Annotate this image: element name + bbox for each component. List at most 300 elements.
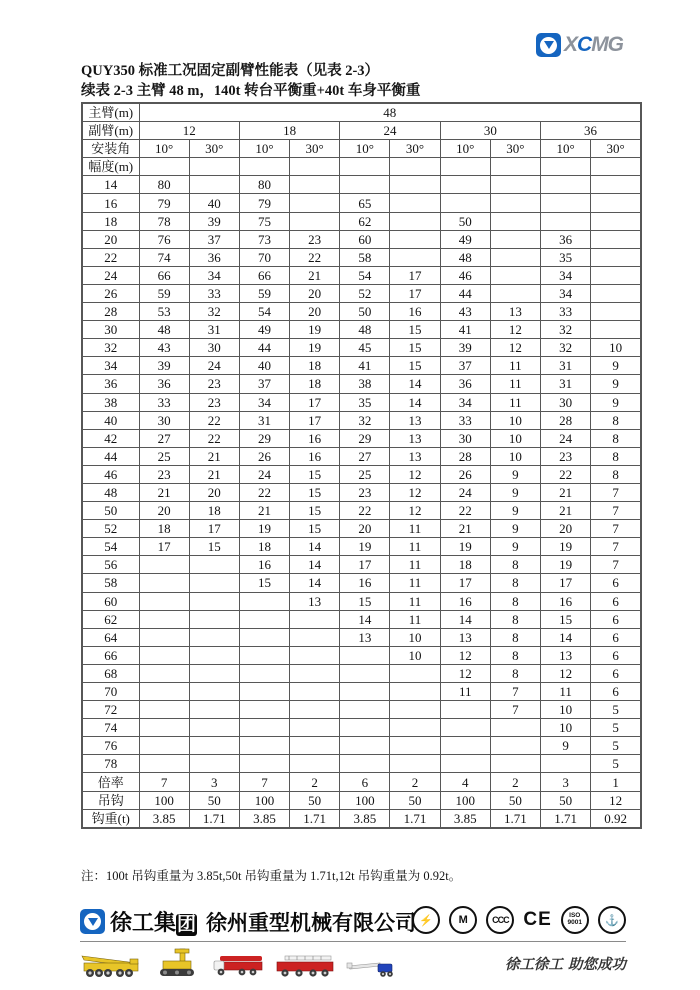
logo-letters-mg: MG <box>591 33 624 56</box>
table-row <box>82 701 641 719</box>
load-cell: 14 <box>390 375 440 393</box>
table-row <box>82 773 641 791</box>
load-cell: 19 <box>290 339 340 357</box>
load-cell: 50 <box>541 791 591 809</box>
load-cell: 30 <box>440 429 490 447</box>
load-cell: 43 <box>139 339 189 357</box>
load-cell: 7 <box>490 683 540 701</box>
load-cell: 9 <box>490 465 540 483</box>
load-cell: 14 <box>340 610 390 628</box>
load-cell <box>591 248 641 266</box>
radius-cell: 20 <box>82 230 139 248</box>
radius-cell: 30 <box>82 321 139 339</box>
radius-cell: 36 <box>82 375 139 393</box>
load-cell: 18 <box>440 556 490 574</box>
load-cell <box>139 646 189 664</box>
load-cell: 100 <box>139 791 189 809</box>
load-cell <box>139 592 189 610</box>
load-cell: 53 <box>139 303 189 321</box>
radius-cell: 38 <box>82 393 139 411</box>
load-cell: 8 <box>591 429 641 447</box>
load-cell: 50 <box>490 791 540 809</box>
table-row <box>82 574 641 592</box>
load-cell: 1.71 <box>189 809 239 828</box>
load-cell: 23 <box>189 375 239 393</box>
load-cell <box>189 664 239 682</box>
load-cell: 44 <box>239 339 289 357</box>
load-cell <box>239 737 289 755</box>
load-cell: 32 <box>541 339 591 357</box>
load-cell: 9 <box>490 520 540 538</box>
load-cell: 30 <box>139 411 189 429</box>
load-cell: 28 <box>440 447 490 465</box>
load-cell: 36 <box>139 375 189 393</box>
load-cell: 8 <box>591 411 641 429</box>
load-cell: 12 <box>541 664 591 682</box>
load-cell: 79 <box>139 194 189 212</box>
load-cell <box>239 664 289 682</box>
load-cell: 78 <box>139 212 189 230</box>
table-row <box>82 266 641 284</box>
load-cell: 32 <box>189 303 239 321</box>
load-cell: 54 <box>239 303 289 321</box>
iso9001-badge-icon: ISO 9001 <box>561 906 589 934</box>
load-cell: 32 <box>340 411 390 429</box>
load-cell: 22 <box>440 502 490 520</box>
load-cell: 54 <box>340 266 390 284</box>
load-cell: 10 <box>591 339 641 357</box>
table-row <box>82 375 641 393</box>
load-cell: 40 <box>189 194 239 212</box>
load-cell: 16 <box>340 574 390 592</box>
load-cell: 17 <box>390 266 440 284</box>
load-cell: 6 <box>591 664 641 682</box>
load-cell: 8 <box>490 574 540 592</box>
load-cell: 20 <box>189 483 239 501</box>
jib-label: 副臂(m) <box>82 122 139 140</box>
load-cell: 10 <box>541 701 591 719</box>
load-cell <box>541 194 591 212</box>
load-cell <box>189 628 239 646</box>
load-cell: 49 <box>440 230 490 248</box>
load-cell <box>189 683 239 701</box>
load-cell: 16 <box>541 592 591 610</box>
load-cell: 34 <box>541 284 591 302</box>
load-cell: 22 <box>340 502 390 520</box>
load-cell: 17 <box>139 538 189 556</box>
load-cell: 25 <box>340 465 390 483</box>
load-cell: 17 <box>189 520 239 538</box>
load-cell: 50 <box>189 791 239 809</box>
load-cell <box>139 574 189 592</box>
table-row <box>82 321 641 339</box>
load-cell: 9 <box>591 357 641 375</box>
load-cell: 6 <box>591 574 641 592</box>
load-cell <box>340 646 390 664</box>
load-cell <box>340 719 390 737</box>
load-cell: 25 <box>139 447 189 465</box>
load-cell: 17 <box>290 393 340 411</box>
logo-letter-c: C <box>577 33 592 56</box>
xcmg-logo <box>536 33 623 57</box>
aerial-platform-truck-icon <box>346 954 396 980</box>
xcmg-footer-logo-triangle <box>88 918 98 926</box>
load-cell: 11 <box>390 574 440 592</box>
table-row <box>82 610 641 628</box>
load-cell: 14 <box>541 628 591 646</box>
xcmg-footer-logo-icon <box>80 909 105 934</box>
load-cell: 70 <box>239 248 289 266</box>
xcmg-footer-logo-circle <box>84 913 101 930</box>
load-cell: 9 <box>541 737 591 755</box>
table-row <box>82 737 641 755</box>
load-cell: 18 <box>290 375 340 393</box>
table-row <box>82 791 641 809</box>
load-chart-table <box>81 102 642 829</box>
load-cell: 14 <box>290 556 340 574</box>
load-cell: 31 <box>189 321 239 339</box>
angle-cell: 30° <box>591 140 641 158</box>
load-cell <box>290 176 340 194</box>
load-cell: 15 <box>239 574 289 592</box>
load-cell: 8 <box>591 465 641 483</box>
load-cell <box>239 701 289 719</box>
load-cell: 76 <box>139 230 189 248</box>
classification-badge-icon: ⚓ <box>598 906 626 934</box>
load-cell: 26 <box>440 465 490 483</box>
radius-cell: 48 <box>82 483 139 501</box>
footer-company-block <box>80 906 416 937</box>
load-cell: 50 <box>440 212 490 230</box>
load-cell: 3 <box>189 773 239 791</box>
load-cell <box>390 683 440 701</box>
load-cell: 13 <box>390 447 440 465</box>
load-cell: 5 <box>591 701 641 719</box>
radius-cell: 40 <box>82 411 139 429</box>
radius-cell: 78 <box>82 755 139 773</box>
load-cell <box>390 701 440 719</box>
radius-cell: 16 <box>82 194 139 212</box>
load-cell: 12 <box>490 321 540 339</box>
load-cell: 22 <box>541 465 591 483</box>
load-cell <box>390 194 440 212</box>
load-cell: 13 <box>440 628 490 646</box>
load-cell: 34 <box>189 266 239 284</box>
load-cell: 80 <box>239 176 289 194</box>
load-cell <box>290 212 340 230</box>
radius-cell: 56 <box>82 556 139 574</box>
load-cell <box>239 755 289 773</box>
load-cell: 8 <box>591 447 641 465</box>
load-cell: 22 <box>189 411 239 429</box>
load-cell: 9 <box>490 483 540 501</box>
load-cell: 17 <box>340 556 390 574</box>
load-cell <box>340 701 390 719</box>
load-cell <box>490 248 540 266</box>
table-row <box>82 719 641 737</box>
load-cell: 14 <box>440 610 490 628</box>
load-cell <box>340 755 390 773</box>
load-cell: 33 <box>440 411 490 429</box>
load-cell: 11 <box>390 592 440 610</box>
table-row <box>82 520 641 538</box>
load-cell: 73 <box>239 230 289 248</box>
angle-cell: 30° <box>390 140 440 158</box>
load-cell <box>541 212 591 230</box>
load-cell: 11 <box>490 375 540 393</box>
summary-label-cell: 倍率 <box>82 773 139 791</box>
load-cell: 21 <box>189 465 239 483</box>
load-cell: 6 <box>591 683 641 701</box>
load-cell: 48 <box>440 248 490 266</box>
load-cell <box>490 230 540 248</box>
load-cell <box>340 737 390 755</box>
load-cell: 6 <box>591 646 641 664</box>
radius-cell: 70 <box>82 683 139 701</box>
main-boom-value: 48 <box>139 103 641 122</box>
load-cell: 8 <box>490 592 540 610</box>
load-cell: 15 <box>290 520 340 538</box>
jib-length-cell: 18 <box>239 122 339 140</box>
xcmg-logo-circle <box>540 37 557 54</box>
load-cell: 7 <box>239 773 289 791</box>
radius-cell: 74 <box>82 719 139 737</box>
load-cell <box>189 719 239 737</box>
load-cell: 13 <box>290 592 340 610</box>
ccc-badge-icon: CCC <box>486 906 514 934</box>
load-cell: 10 <box>390 628 440 646</box>
angle-label: 安装角 <box>82 140 139 158</box>
certification-badges <box>412 906 626 934</box>
load-cell: 50 <box>340 303 390 321</box>
load-cell: 43 <box>440 303 490 321</box>
load-cell: 21 <box>189 447 239 465</box>
load-cell: 3 <box>541 773 591 791</box>
quality-award-badge-icon: ⚡ <box>412 906 440 934</box>
load-cell: 13 <box>340 628 390 646</box>
radius-cell: 26 <box>82 284 139 302</box>
load-cell <box>440 719 490 737</box>
load-cell: 18 <box>239 538 289 556</box>
load-cell: 2 <box>490 773 540 791</box>
load-cell <box>591 176 641 194</box>
load-cell: 7 <box>591 520 641 538</box>
load-cell: 11 <box>490 393 540 411</box>
load-cell: 23 <box>541 447 591 465</box>
load-cell <box>189 556 239 574</box>
load-cell: 18 <box>189 502 239 520</box>
load-cell: 24 <box>541 429 591 447</box>
load-cell <box>541 755 591 773</box>
angle-cell: 10° <box>340 140 390 158</box>
install-angle-row <box>82 140 641 158</box>
load-cell: 32 <box>541 321 591 339</box>
load-cell <box>290 737 340 755</box>
load-cell: 45 <box>340 339 390 357</box>
load-cell: 21 <box>440 520 490 538</box>
angle-cell: 10° <box>440 140 490 158</box>
load-cell: 12 <box>440 664 490 682</box>
load-cell <box>390 212 440 230</box>
load-cell: 29 <box>340 429 390 447</box>
load-cell <box>490 158 540 176</box>
load-cell <box>440 194 490 212</box>
load-cell: 24 <box>189 357 239 375</box>
load-cell: 11 <box>390 556 440 574</box>
radius-cell: 62 <box>82 610 139 628</box>
load-cell: 52 <box>340 284 390 302</box>
load-cell: 10 <box>390 646 440 664</box>
load-cell: 2 <box>290 773 340 791</box>
load-cell: 19 <box>340 538 390 556</box>
load-cell <box>591 158 641 176</box>
load-cell: 20 <box>290 303 340 321</box>
radius-cell: 50 <box>82 502 139 520</box>
load-cell: 66 <box>139 266 189 284</box>
load-cell: 59 <box>239 284 289 302</box>
load-cell: 23 <box>139 465 189 483</box>
radius-cell: 46 <box>82 465 139 483</box>
load-cell <box>340 158 390 176</box>
load-cell: 27 <box>340 447 390 465</box>
load-cell: 39 <box>139 357 189 375</box>
load-cell <box>390 230 440 248</box>
radius-cell: 68 <box>82 664 139 682</box>
load-cell: 9 <box>591 375 641 393</box>
load-cell: 23 <box>340 483 390 501</box>
radius-cell: 幅度(m) <box>82 158 139 176</box>
radius-cell: 18 <box>82 212 139 230</box>
load-cell: 11 <box>390 520 440 538</box>
load-cell: 48 <box>139 321 189 339</box>
load-cell: 8 <box>490 646 540 664</box>
load-cell: 80 <box>139 176 189 194</box>
load-cell <box>189 574 239 592</box>
load-cell <box>139 719 189 737</box>
load-cell: 11 <box>390 538 440 556</box>
radius-cell: 24 <box>82 266 139 284</box>
load-cell <box>490 266 540 284</box>
load-cell: 12 <box>390 483 440 501</box>
table-row <box>82 502 641 520</box>
load-cell <box>139 755 189 773</box>
load-cell <box>390 664 440 682</box>
radius-cell: 14 <box>82 176 139 194</box>
load-cell <box>139 701 189 719</box>
load-cell: 3.85 <box>440 809 490 828</box>
load-cell: 2 <box>390 773 440 791</box>
jib-length-cell: 12 <box>139 122 239 140</box>
load-cell <box>340 664 390 682</box>
table-row <box>82 393 641 411</box>
jib-length-cell: 24 <box>340 122 440 140</box>
load-cell: 100 <box>239 791 289 809</box>
load-cell: 36 <box>440 375 490 393</box>
load-cell <box>490 176 540 194</box>
load-cell <box>189 610 239 628</box>
load-cell: 33 <box>541 303 591 321</box>
load-cell: 9 <box>490 538 540 556</box>
load-cell: 39 <box>440 339 490 357</box>
group-name <box>110 906 197 937</box>
load-cell: 6 <box>591 628 641 646</box>
load-cell <box>290 683 340 701</box>
load-cell <box>290 646 340 664</box>
load-cell <box>490 719 540 737</box>
load-cell: 7 <box>591 538 641 556</box>
load-cell <box>591 194 641 212</box>
load-cell: 75 <box>239 212 289 230</box>
table-row <box>82 194 641 212</box>
load-cell: 19 <box>440 538 490 556</box>
load-cell <box>239 646 289 664</box>
load-cell: 34 <box>440 393 490 411</box>
load-cell: 18 <box>290 357 340 375</box>
load-cell <box>490 737 540 755</box>
load-cell: 12 <box>490 339 540 357</box>
company-name: 徐州重型机械有限公司 <box>206 911 417 935</box>
product-vehicles-strip <box>80 948 396 980</box>
xcmg-logo-triangle <box>544 41 554 49</box>
load-cell <box>390 248 440 266</box>
footer-divider <box>80 941 626 942</box>
load-cell: 7 <box>591 502 641 520</box>
jib-length-cell: 36 <box>541 122 642 140</box>
load-cell: 24 <box>440 483 490 501</box>
footnote: 注：100t 吊钩重量为 3.85t,50t 吊钩重量为 1.71t,12t 吊钩重量为 0.92t。 <box>81 869 462 883</box>
load-cell: 11 <box>541 683 591 701</box>
load-cell: 1.71 <box>290 809 340 828</box>
load-cell: 21 <box>541 483 591 501</box>
load-cell: 16 <box>290 429 340 447</box>
load-cell: 10 <box>490 447 540 465</box>
load-cell <box>139 158 189 176</box>
load-cell: 5 <box>591 755 641 773</box>
load-cell: 20 <box>139 502 189 520</box>
load-cell <box>340 683 390 701</box>
load-cell: 3.85 <box>139 809 189 828</box>
load-cell: 19 <box>239 520 289 538</box>
table-row <box>82 483 641 501</box>
load-cell <box>239 592 289 610</box>
radius-cell: 64 <box>82 628 139 646</box>
angle-cell: 30° <box>189 140 239 158</box>
radius-cell: 54 <box>82 538 139 556</box>
load-cell: 17 <box>541 574 591 592</box>
load-cell: 17 <box>390 284 440 302</box>
load-cell: 15 <box>541 610 591 628</box>
load-cell <box>189 592 239 610</box>
load-cell: 100 <box>340 791 390 809</box>
load-cell: 19 <box>541 538 591 556</box>
group-name-text: 徐工集 <box>110 910 177 935</box>
table-row <box>82 212 641 230</box>
load-cell: 15 <box>340 592 390 610</box>
load-cell <box>239 683 289 701</box>
metrology-badge-icon: M <box>449 906 477 934</box>
load-cell: 19 <box>290 321 340 339</box>
table-row <box>82 646 641 664</box>
load-cell: 20 <box>290 284 340 302</box>
load-cell <box>189 158 239 176</box>
load-cell: 29 <box>239 429 289 447</box>
radius-cell: 28 <box>82 303 139 321</box>
angle-cell: 10° <box>139 140 189 158</box>
load-cell: 31 <box>239 411 289 429</box>
load-cell: 11 <box>490 357 540 375</box>
load-cell: 21 <box>541 502 591 520</box>
load-cell: 7 <box>490 701 540 719</box>
